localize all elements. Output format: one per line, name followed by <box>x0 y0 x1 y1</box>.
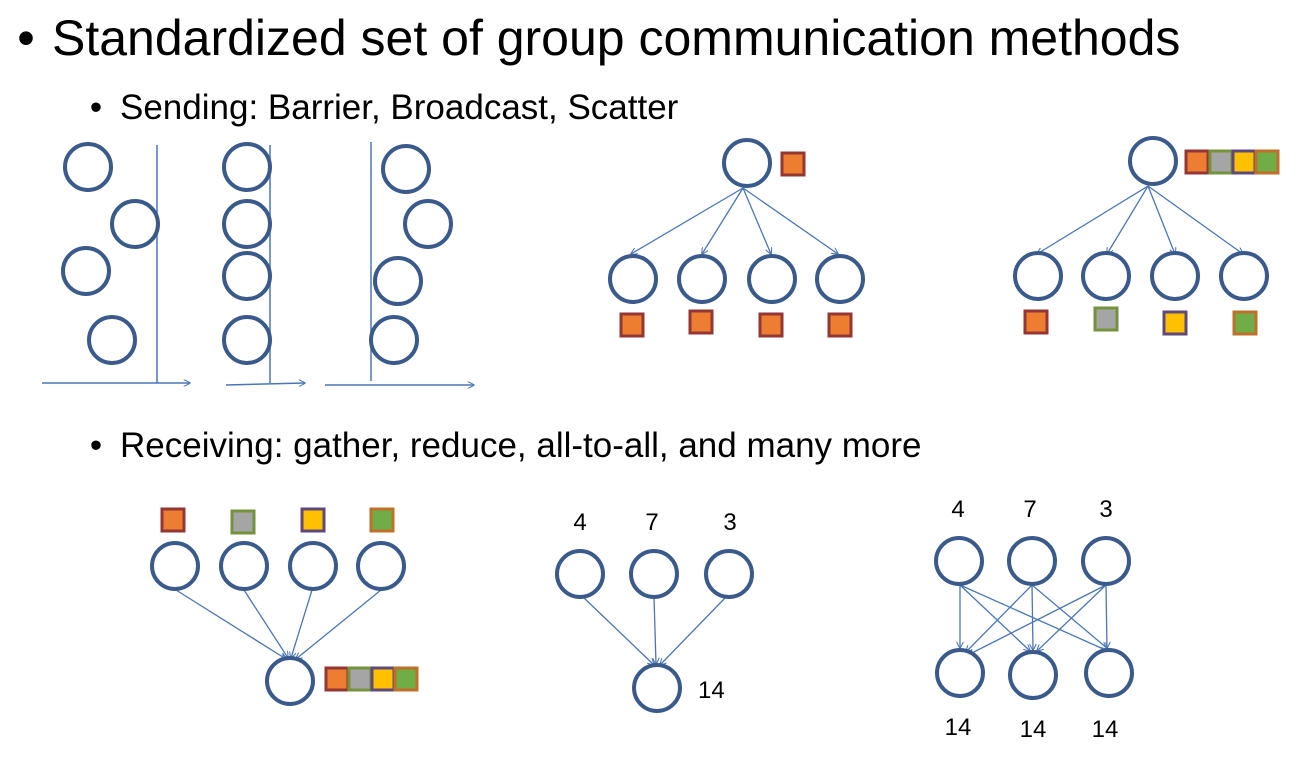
data-block-yellow <box>1233 151 1255 173</box>
data-block-orange <box>1186 151 1208 173</box>
data-block-yellow <box>302 509 324 531</box>
time-axis-arrow <box>226 383 305 385</box>
data-block-orange <box>1025 311 1047 333</box>
data-block-yellow <box>372 668 394 690</box>
edge-arrow <box>1107 186 1148 254</box>
process-node <box>371 317 417 363</box>
sending-label: Sending: Barrier, Broadcast, Scatter <box>120 88 679 127</box>
edge-arrow <box>1032 585 1033 650</box>
process-node <box>1221 253 1267 299</box>
all-to-all-diagram <box>936 496 1132 743</box>
data-block-orange <box>760 314 782 336</box>
reduce-input-value: 3 <box>723 509 737 536</box>
process-node <box>224 201 270 247</box>
edge-arrow <box>176 590 286 659</box>
data-block-orange <box>829 314 851 336</box>
process-node <box>152 543 198 589</box>
process-node <box>817 256 863 302</box>
process-node <box>1086 650 1132 696</box>
data-block-yellow <box>1164 312 1186 334</box>
process-node <box>290 543 336 589</box>
process-node <box>375 258 421 304</box>
root-node <box>1130 138 1176 184</box>
data-block-orange <box>162 509 184 531</box>
edge-arrow <box>702 188 743 254</box>
process-node <box>1083 253 1129 299</box>
process-node <box>89 317 135 363</box>
process-node <box>631 551 677 597</box>
process-node <box>937 650 983 696</box>
process-node <box>383 146 429 192</box>
barrier-diagram <box>42 142 474 385</box>
process-node <box>679 256 725 302</box>
barrier-panel-after <box>325 142 474 385</box>
process-node <box>405 201 451 247</box>
data-block-gray <box>1210 151 1232 173</box>
process-node <box>1015 253 1061 299</box>
edge-arrow <box>1037 585 1106 651</box>
reduce-input-value: 7 <box>645 509 659 536</box>
alltoall-input-value: 3 <box>1099 496 1113 523</box>
scatter-diagram <box>1015 138 1278 334</box>
edge-arrow <box>1106 585 1107 648</box>
barrier-panel-waiting <box>224 144 305 385</box>
alltoall-result-value: 14 <box>1019 716 1047 743</box>
edge-arrow <box>1037 186 1148 254</box>
edge-arrow <box>654 597 656 664</box>
data-block-gray <box>1095 308 1117 330</box>
edge-arrow <box>583 597 654 665</box>
reduce-result-value: 14 <box>698 677 725 704</box>
slide-title-text: Standardized set of group communication methods <box>52 10 1181 66</box>
process-node <box>1152 253 1198 299</box>
process-node <box>112 201 158 247</box>
data-block-green <box>371 509 393 531</box>
alltoall-input-value: 7 <box>1023 496 1037 523</box>
root-node <box>267 658 313 704</box>
data-block-gray <box>232 511 254 533</box>
edge-arrow <box>1148 186 1243 254</box>
data-block-green <box>1256 151 1278 173</box>
reduce-diagram <box>557 509 752 711</box>
process-node <box>557 551 603 597</box>
data-block-green <box>395 668 417 690</box>
edge-arrow <box>631 188 743 254</box>
process-node <box>1083 538 1129 584</box>
gather-diagram <box>152 509 417 704</box>
process-node <box>1010 652 1056 698</box>
data-block-orange <box>690 311 712 333</box>
process-node <box>65 144 111 190</box>
root-node <box>724 140 770 186</box>
alltoall-input-value: 4 <box>951 496 965 523</box>
process-node <box>749 256 795 302</box>
root-node <box>634 665 680 711</box>
alltoall-result-value: 14 <box>1091 716 1119 743</box>
data-block-orange <box>326 668 348 690</box>
edge-arrow <box>968 585 1106 655</box>
edge-arrow <box>244 590 288 658</box>
barrier-panel-before <box>42 144 190 383</box>
alltoall-result-value: 14 <box>944 714 972 741</box>
process-node <box>224 144 270 190</box>
bullet: • <box>89 88 103 127</box>
broadcast-diagram <box>610 140 863 336</box>
data-block-green <box>1234 312 1256 334</box>
bullet: • <box>17 10 35 66</box>
process-node <box>63 248 109 294</box>
receiving-label: Receiving: gather, reduce, all-to-all, and many more <box>120 426 922 465</box>
process-node <box>610 256 656 302</box>
process-node <box>1009 538 1055 584</box>
data-block-orange <box>621 314 643 336</box>
data-block-orange <box>782 153 804 175</box>
process-node <box>936 538 982 584</box>
edge-arrow <box>966 585 1032 652</box>
edge-arrow <box>660 597 726 665</box>
process-node <box>221 543 267 589</box>
process-node <box>706 551 752 597</box>
reduce-input-value: 4 <box>573 509 587 536</box>
process-node <box>358 543 404 589</box>
process-node <box>224 317 270 363</box>
process-node <box>224 253 270 299</box>
data-block-gray <box>349 668 371 690</box>
bullet: • <box>89 426 103 465</box>
